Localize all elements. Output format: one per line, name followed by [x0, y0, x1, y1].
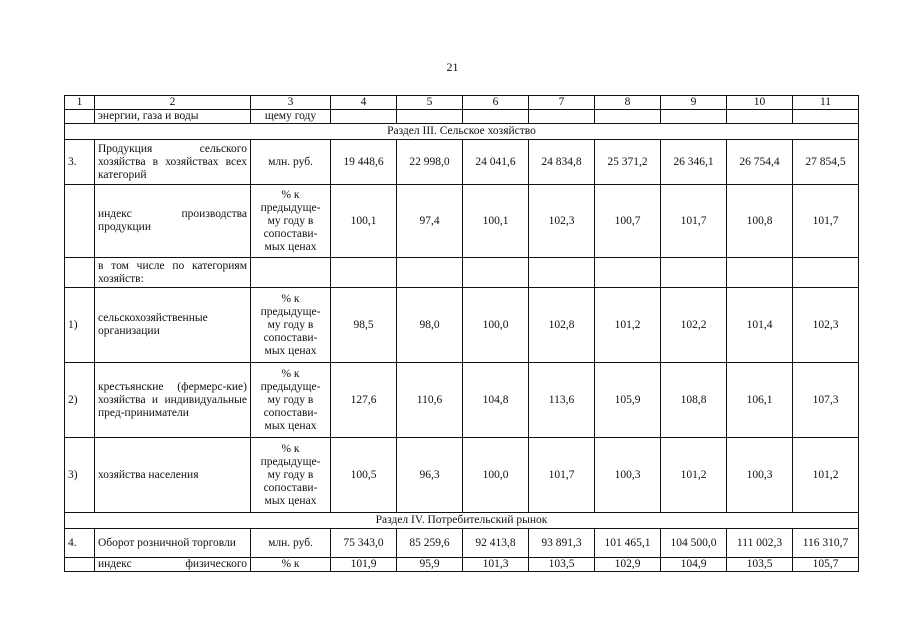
value-cell: 116 310,7 [793, 529, 859, 558]
value-cell: 103,5 [529, 558, 595, 572]
value-cell [331, 258, 397, 288]
row-index: 3) [65, 438, 95, 513]
value-cell [727, 258, 793, 288]
row-unit [251, 258, 331, 288]
value-cell: 92 413,8 [463, 529, 529, 558]
value-cell [661, 110, 727, 124]
header-row [65, 96, 859, 110]
value-cell [529, 110, 595, 124]
row-name: энергии, газа и воды [95, 110, 251, 124]
value-cell: 100,0 [463, 288, 529, 363]
value-cell [397, 110, 463, 124]
section-title: Раздел IV. Потребительский рынок [65, 513, 859, 529]
row-unit: % к предыдуще- му году в сопостави- мых ценах [251, 363, 331, 438]
value-cell: 100,7 [595, 185, 661, 258]
value-cell: 101,9 [331, 558, 397, 572]
value-cell [595, 110, 661, 124]
row-index [65, 185, 95, 258]
row-name: в том числе по категориям хозяйств: [95, 258, 251, 288]
row-name: индекс физического [95, 558, 251, 572]
value-cell: 25 371,2 [595, 140, 661, 185]
value-cell: 101,7 [793, 185, 859, 258]
value-cell: 106,1 [727, 363, 793, 438]
value-cell [727, 110, 793, 124]
table-row [65, 185, 859, 258]
value-cell: 100,1 [463, 185, 529, 258]
row-index [65, 258, 95, 288]
value-cell: 113,6 [529, 363, 595, 438]
value-cell: 97,4 [397, 185, 463, 258]
row-index: 2) [65, 363, 95, 438]
table-row [65, 558, 859, 572]
value-cell: 105,9 [595, 363, 661, 438]
row-unit: щему году [251, 110, 331, 124]
value-cell: 100,0 [463, 438, 529, 513]
value-cell [529, 258, 595, 288]
value-cell [595, 258, 661, 288]
value-cell: 127,6 [331, 363, 397, 438]
value-cell: 101,2 [661, 438, 727, 513]
value-cell: 110,6 [397, 363, 463, 438]
value-cell: 98,0 [397, 288, 463, 363]
row-name: Продукция сельского хозяйства в хозяйствах всех категорий [95, 140, 251, 185]
row-index [65, 558, 95, 572]
value-cell: 101,7 [529, 438, 595, 513]
value-cell: 103,5 [727, 558, 793, 572]
value-cell: 85 259,6 [397, 529, 463, 558]
row-name: Оборот розничной торговли [95, 529, 251, 558]
table-row [65, 288, 859, 363]
value-cell: 95,9 [397, 558, 463, 572]
row-unit: млн. руб. [251, 529, 331, 558]
statistics-table [64, 95, 859, 572]
value-cell: 102,3 [529, 185, 595, 258]
table-row [65, 363, 859, 438]
table-row [65, 140, 859, 185]
value-cell: 75 343,0 [331, 529, 397, 558]
row-name: крестьянские (фермерс-кие) хозяйства и индивидуальные пред-приниматели [95, 363, 251, 438]
value-cell: 104,9 [661, 558, 727, 572]
value-cell: 19 448,6 [331, 140, 397, 185]
value-cell: 101,7 [661, 185, 727, 258]
header-cell: 6 [463, 96, 529, 110]
section-row [65, 124, 859, 140]
row-index: 3. [65, 140, 95, 185]
value-cell: 102,9 [595, 558, 661, 572]
value-cell [463, 258, 529, 288]
row-unit: млн. руб. [251, 140, 331, 185]
value-cell [793, 258, 859, 288]
value-cell: 101,2 [595, 288, 661, 363]
value-cell: 100,8 [727, 185, 793, 258]
value-cell [793, 110, 859, 124]
value-cell [397, 258, 463, 288]
header-cell: 2 [95, 96, 251, 110]
page-number: 21 [446, 60, 459, 74]
header-cell: 3 [251, 96, 331, 110]
value-cell: 26 346,1 [661, 140, 727, 185]
value-cell: 101,2 [793, 438, 859, 513]
row-unit: % к предыдуще- му году в сопостави- мых ценах [251, 185, 331, 258]
row-name: индекс производства продукции [95, 185, 251, 258]
row-index: 1) [65, 288, 95, 363]
header-cell: 8 [595, 96, 661, 110]
value-cell: 101,3 [463, 558, 529, 572]
header-cell: 5 [397, 96, 463, 110]
value-cell: 22 998,0 [397, 140, 463, 185]
value-cell: 102,2 [661, 288, 727, 363]
row-unit: % к предыдуще- му году в сопостави- мых ценах [251, 288, 331, 363]
value-cell: 100,3 [595, 438, 661, 513]
header-cell: 10 [727, 96, 793, 110]
value-cell: 96,3 [397, 438, 463, 513]
value-cell [463, 110, 529, 124]
value-cell: 104 500,0 [661, 529, 727, 558]
row-index: 4. [65, 529, 95, 558]
header-cell: 4 [331, 96, 397, 110]
section-title: Раздел III. Сельское хозяйство [65, 124, 859, 140]
value-cell: 104,8 [463, 363, 529, 438]
value-cell: 108,8 [661, 363, 727, 438]
value-cell [331, 110, 397, 124]
value-cell: 102,3 [793, 288, 859, 363]
value-cell: 101 465,1 [595, 529, 661, 558]
value-cell: 107,3 [793, 363, 859, 438]
header-cell: 7 [529, 96, 595, 110]
value-cell: 111 002,3 [727, 529, 793, 558]
value-cell: 100,1 [331, 185, 397, 258]
header-cell: 9 [661, 96, 727, 110]
row-unit: % к [251, 558, 331, 572]
value-cell: 98,5 [331, 288, 397, 363]
table-row [65, 438, 859, 513]
table-row-continued [65, 110, 859, 124]
value-cell: 24 834,8 [529, 140, 595, 185]
value-cell [661, 258, 727, 288]
row-index [65, 110, 95, 124]
table-row [65, 529, 859, 558]
row-name: хозяйства населения [95, 438, 251, 513]
value-cell: 105,7 [793, 558, 859, 572]
value-cell: 102,8 [529, 288, 595, 363]
value-cell: 24 041,6 [463, 140, 529, 185]
section-row [65, 513, 859, 529]
header-cell: 1 [65, 96, 95, 110]
value-cell: 100,5 [331, 438, 397, 513]
value-cell: 100,3 [727, 438, 793, 513]
table-row [65, 258, 859, 288]
value-cell: 93 891,3 [529, 529, 595, 558]
value-cell: 27 854,5 [793, 140, 859, 185]
header-cell: 11 [793, 96, 859, 110]
value-cell: 26 754,4 [727, 140, 793, 185]
value-cell: 101,4 [727, 288, 793, 363]
row-unit: % к предыдуще- му году в сопостави- мых ценах [251, 438, 331, 513]
row-name: сельскохозяйственные организации [95, 288, 251, 363]
